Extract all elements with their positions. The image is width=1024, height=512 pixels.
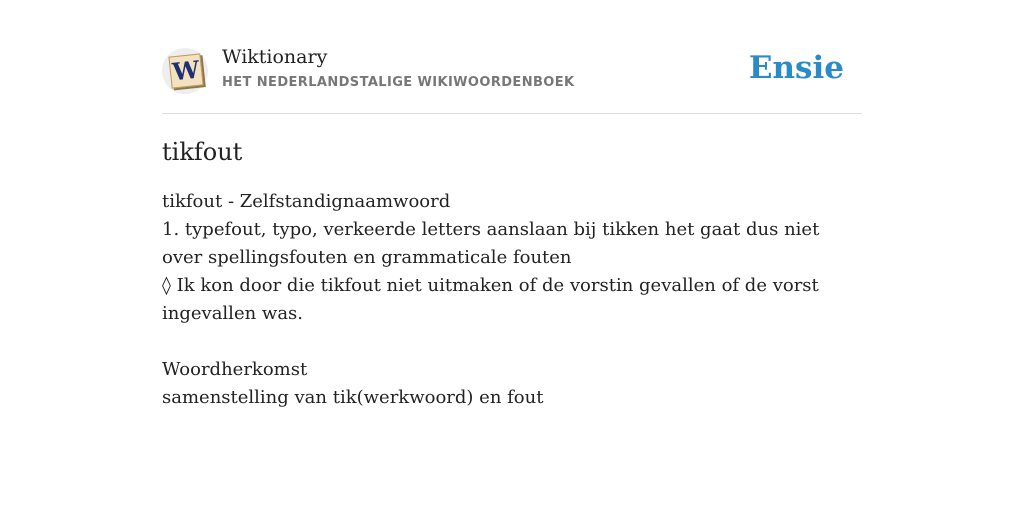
site-tagline: HET NEDERLANDSTALIGE WIKIWOORDENBOEK: [222, 75, 575, 90]
site-name[interactable]: Wiktionary: [222, 46, 328, 68]
page-container: [162, 0, 862, 412]
definition-text: 1. typefout, typo, verkeerde letters aanslaan bij tikken het gaat dus niet over spellingsfouten en grammaticale fouten: [162, 219, 820, 268]
ensie-brand-link[interactable]: Ensie: [748, 50, 844, 86]
entry-title: tikfout: [162, 138, 243, 166]
etymology-heading: Woordherkomst: [162, 359, 308, 380]
wiktionary-logo-icon: W: [168, 53, 203, 88]
example-sentence: ◊ Ik kon door die tikfout niet uitmaken of de vorstin gevallen of de vorst ingevallen was.: [162, 275, 819, 324]
entry-content: [162, 188, 862, 412]
etymology-text: samenstelling van tik(werkwoord) en fout: [162, 387, 544, 408]
part-of-speech-line: tikfout - Zelfstandignaamwoord: [162, 191, 451, 212]
site-header: [162, 0, 862, 114]
spacer: [162, 328, 862, 356]
wiktionary-logo[interactable]: [162, 48, 208, 94]
